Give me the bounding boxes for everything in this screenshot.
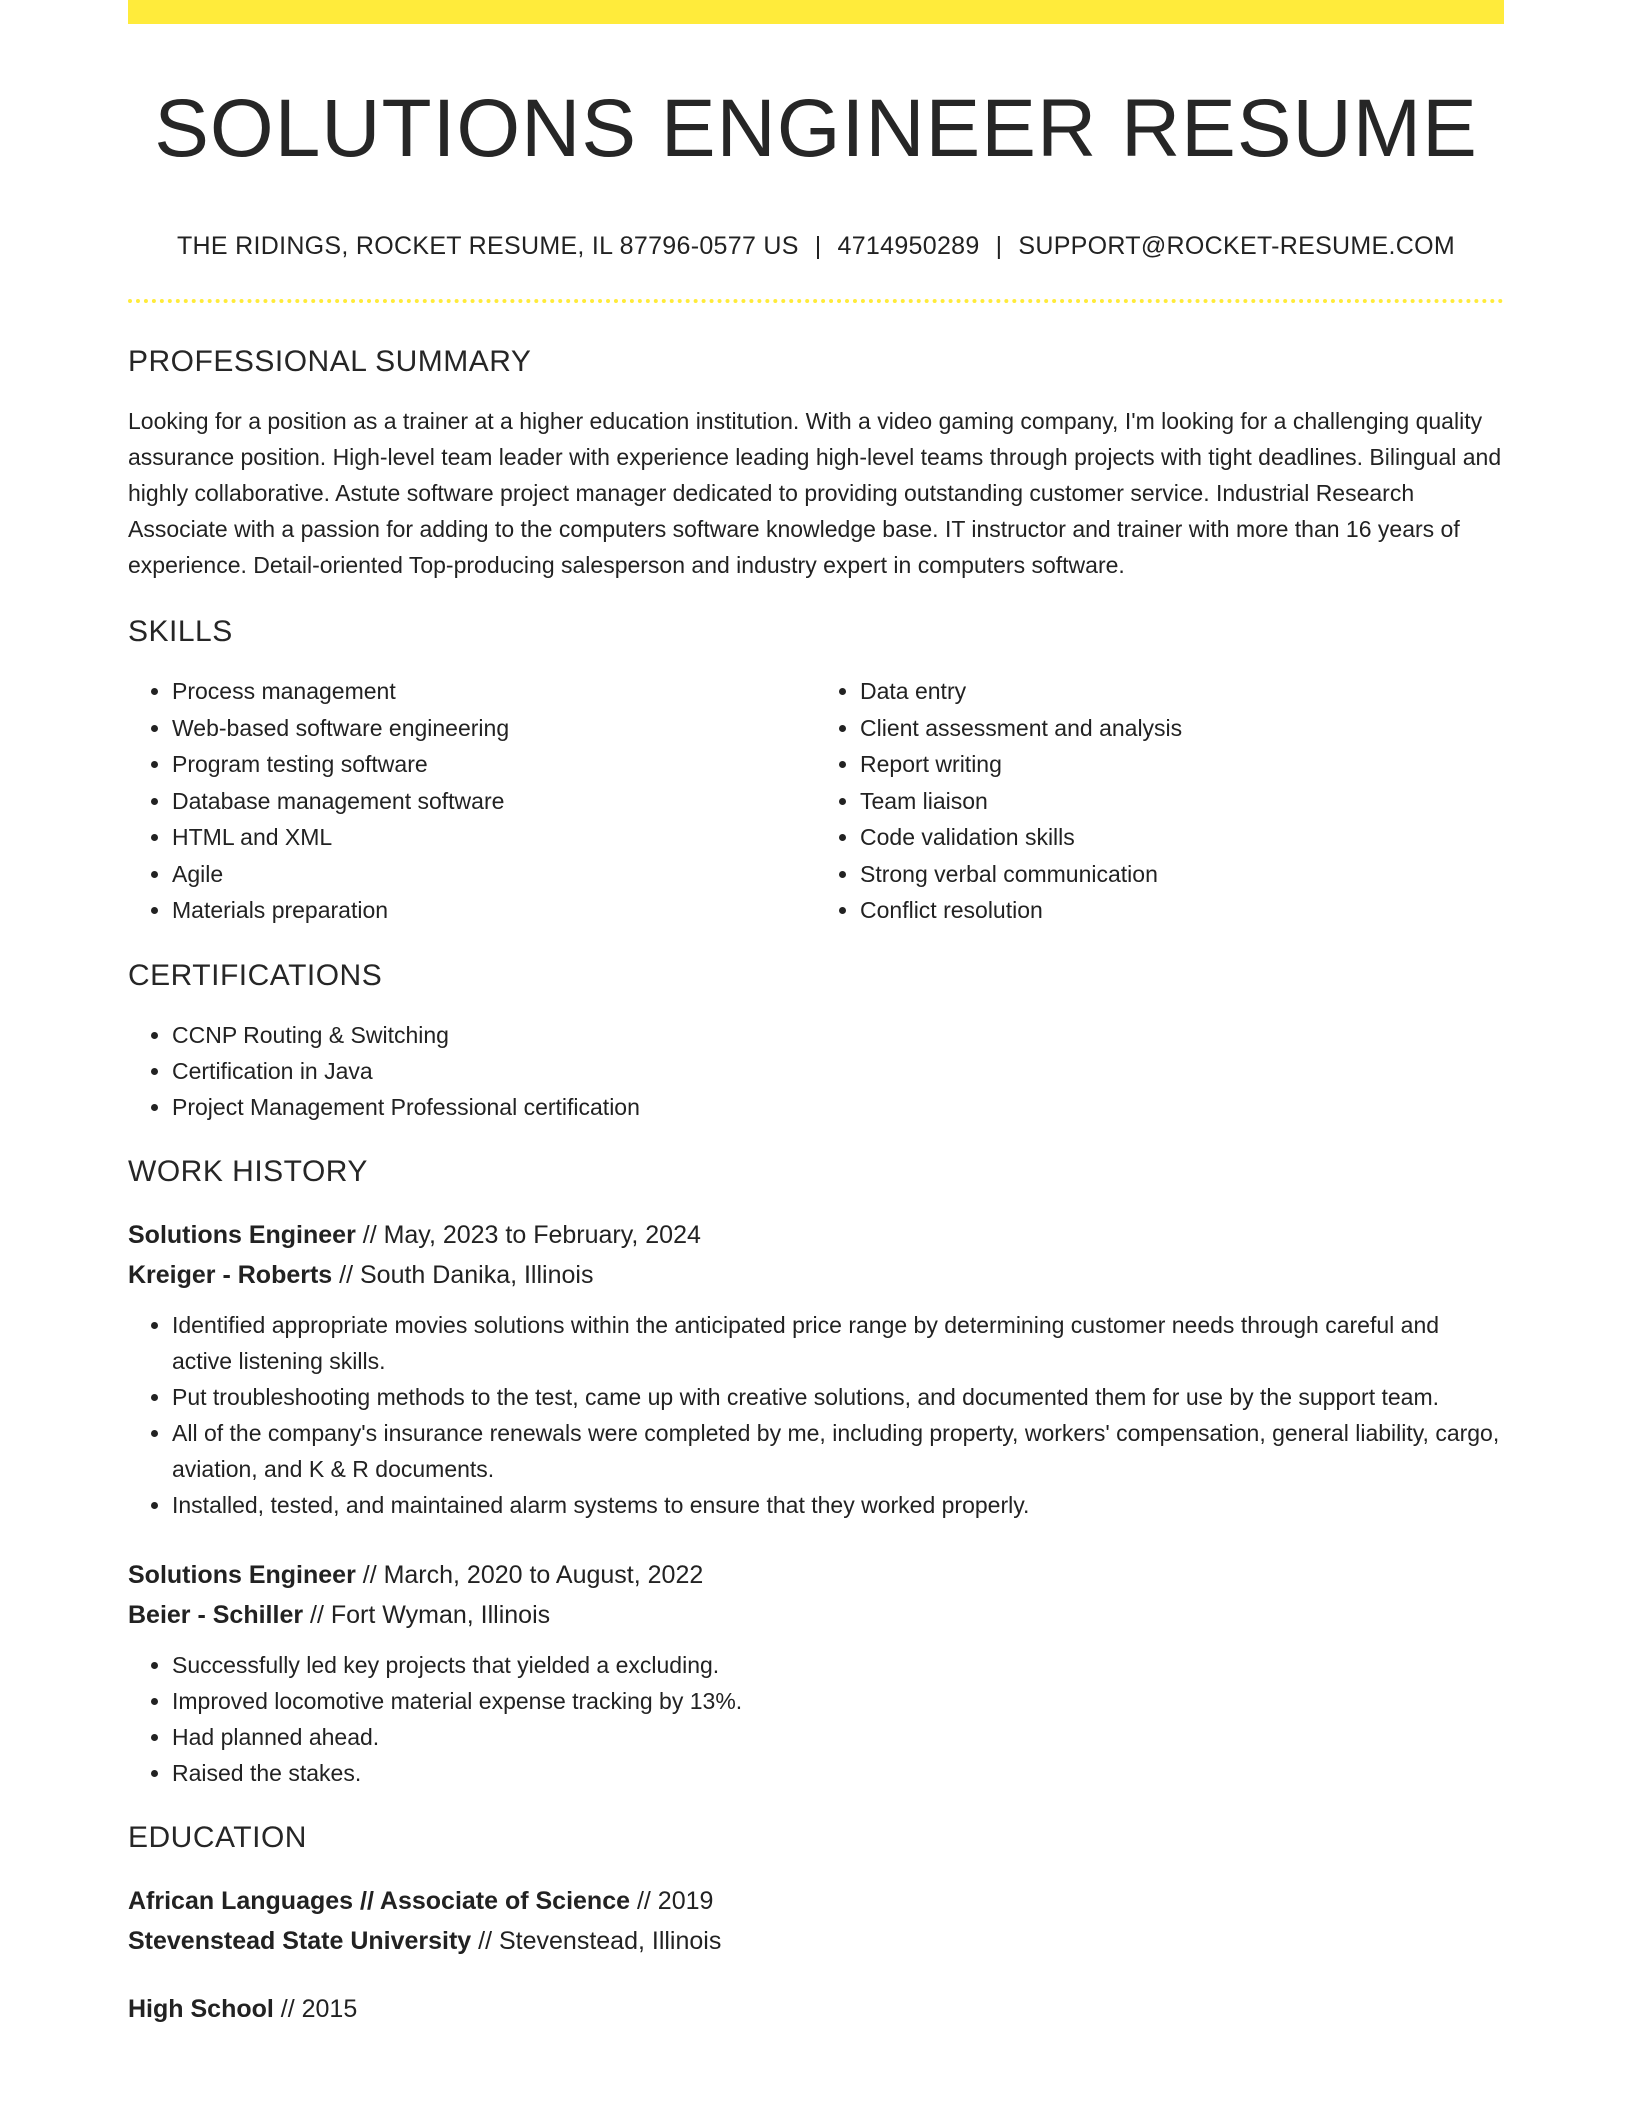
job-bullet: • Improved locomotive material expense tracking by 13%. <box>172 1683 1504 1719</box>
job-company: Kreiger - Roberts <box>128 1260 333 1289</box>
job-bullets <box>128 1307 1504 1523</box>
education-degree-line <box>128 1989 1504 2029</box>
skill-item: • Agile <box>172 856 816 893</box>
job-company: Beier - Schiller <box>128 1600 304 1629</box>
skill-item: • Data entry <box>860 673 1504 710</box>
job-bullet: • Had planned ahead. <box>172 1719 1504 1755</box>
job-dates: // May, 2023 to February, 2024 <box>355 1220 701 1249</box>
education-degree: High School <box>128 1994 274 2023</box>
job-dates: // March, 2020 to August, 2022 <box>355 1560 704 1589</box>
resume-title: SOLUTIONS ENGINEER RESUME <box>154 83 1478 174</box>
education-year: // 2019 <box>630 1886 714 1915</box>
skills-right-column <box>816 673 1504 929</box>
top-accent-bar <box>128 0 1504 24</box>
skill-item: • Conflict resolution <box>860 892 1504 929</box>
skill-item: • Client assessment and analysis <box>860 710 1504 747</box>
job-bullet: • Identified appropriate movies solutions within the anticipated price range by determining customer needs through careful and active listening skills. <box>172 1307 1504 1379</box>
job-location: // South Danika, Illinois <box>332 1260 594 1289</box>
skill-item: • Code validation skills <box>860 819 1504 856</box>
education-school: Stevenstead State University <box>128 1926 472 1955</box>
skill-item: • Team liaison <box>860 783 1504 820</box>
skills-grid <box>128 673 1504 929</box>
dotted-divider <box>128 299 1504 303</box>
job-entry <box>128 1555 1504 1791</box>
certification-item: • Project Management Professional certification <box>172 1089 1504 1125</box>
education-heading: EDUCATION <box>128 1820 307 1854</box>
education-entry <box>128 1989 1504 2029</box>
certifications-heading: CERTIFICATIONS <box>128 958 383 992</box>
education-school-line <box>128 1921 1504 1961</box>
job-role-line <box>128 1555 1504 1595</box>
job-bullet: • Installed, tested, and maintained alarm systems to ensure that they worked properly. <box>172 1487 1504 1523</box>
certification-item: • CCNP Routing & Switching <box>172 1017 1504 1053</box>
job-role: Solutions Engineer <box>128 1560 356 1589</box>
job-company-line <box>128 1255 1504 1295</box>
certification-item: • Certification in Java <box>172 1053 1504 1089</box>
work-history-heading: WORK HISTORY <box>128 1154 368 1188</box>
skill-item: • Database management software <box>172 783 816 820</box>
education-degree-line <box>128 1881 1504 1921</box>
certifications-list <box>128 1017 1504 1125</box>
skill-item: • Report writing <box>860 746 1504 783</box>
contact-phone: 4714950289 <box>837 232 980 261</box>
skill-item: • Program testing software <box>172 746 816 783</box>
skills-heading: SKILLS <box>128 615 233 649</box>
resume-page <box>128 0 1504 2029</box>
job-location: // Fort Wyman, Illinois <box>303 1600 551 1629</box>
job-bullet: • All of the company's insurance renewals were completed by me, including property, workers' compensation, general liability, cargo, aviation, and K & R documents. <box>172 1415 1504 1487</box>
contact-separator: | <box>814 232 822 261</box>
job-role: Solutions Engineer <box>128 1220 356 1249</box>
job-bullets <box>128 1647 1504 1791</box>
skills-left-column <box>128 673 816 929</box>
job-bullet: • Successfully led key projects that yielded a excluding. <box>172 1647 1504 1683</box>
job-role-line <box>128 1215 1504 1255</box>
job-entry <box>128 1215 1504 1523</box>
job-company-line <box>128 1595 1504 1635</box>
education-location: // Stevenstead, Illinois <box>471 1926 722 1955</box>
job-bullet: • Raised the stakes. <box>172 1755 1504 1791</box>
skill-item: • Process management <box>172 673 816 710</box>
contact-address: THE RIDINGS, ROCKET RESUME, IL 87796-0577 US <box>176 232 799 261</box>
education-entry <box>128 1881 1504 1961</box>
summary-heading: PROFESSIONAL SUMMARY <box>128 345 532 379</box>
contact-separator: | <box>995 232 1003 261</box>
education-degree: African Languages // Associate of Science <box>128 1886 631 1915</box>
skill-item: • Materials preparation <box>172 892 816 929</box>
job-bullet: • Put troubleshooting methods to the test, came up with creative solutions, and documented them for use by the support team. <box>172 1379 1504 1415</box>
summary-text: Looking for a position as a trainer at a higher education institution. With a video gaming company, I'm looking for a challenging quality assurance position. High-level team leader with experience leading high-level teams through projects with tight deadlines. Bilingual and highly collaborative. Astute software project manager dedicated to providing outstanding customer service. Industrial Research Associate with a passion for adding to the computers software knowledge base. IT instructor and trainer with more than 16 years of experience. Detail-oriented Top-producing salesperson and industry expert in computers software. <box>128 408 1502 579</box>
skill-item: • Strong verbal communication <box>860 856 1504 893</box>
contact-line <box>128 232 1504 261</box>
contact-email: SUPPORT@ROCKET-RESUME.COM <box>1018 232 1455 261</box>
skill-item: • Web-based software engineering <box>172 710 816 747</box>
education-year: // 2015 <box>273 1994 358 2023</box>
skill-item: • HTML and XML <box>172 819 816 856</box>
